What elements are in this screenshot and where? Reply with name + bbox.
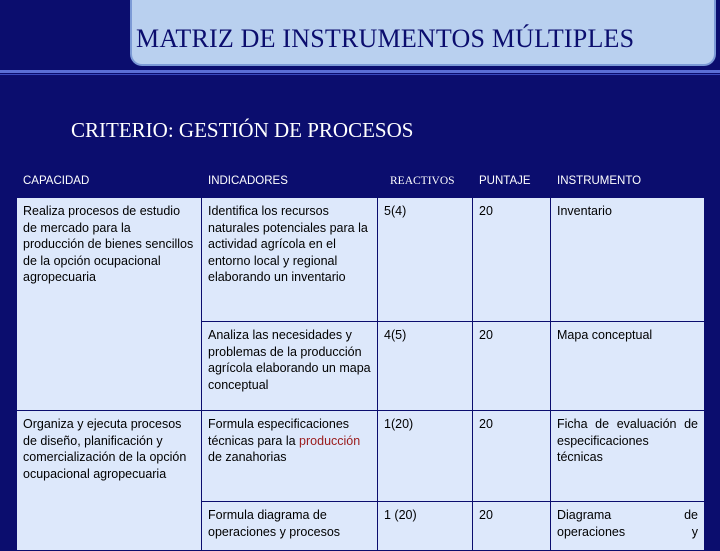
puntaje-cell: 20 (473, 502, 551, 551)
indicador-cell: Formula diagrama de operaciones y procesos (202, 502, 378, 551)
section-subtitle: CRITERIO: GESTIÓN DE PROCESOS (71, 118, 414, 142)
capacidad-cell: Realiza procesos de estudio de mercado para la producción de bienes sencillos de la opción ocupacional agropecuaria (17, 198, 202, 411)
instrumento-cell: Mapa conceptual (551, 322, 705, 411)
header-capacidad: CAPACIDAD (17, 164, 202, 198)
indicador-text: Formula especificaciones técnicas para la (208, 417, 350, 448)
puntaje-cell: 20 (473, 322, 551, 411)
header-instrumento: INSTRUMENTO (551, 164, 705, 198)
puntaje-cell: 20 (473, 198, 551, 322)
indicador-cell: Analiza las necesidades y problemas de la producción agrícola elaborando un mapa conceptual (202, 322, 378, 411)
page-title: MATRIZ DE INSTRUMENTOS MÚLTIPLES (136, 24, 635, 53)
indicador-cell: Identifica los recursos naturales potenciales para la actividad agrícola en el entorno local y regional elaborando un inventario (202, 198, 378, 322)
reactivos-cell: 1 (20) (378, 502, 473, 551)
capacidad-cell: Organiza y ejecuta procesos de diseño, planificación y comercialización de la opción ocupacional agropecuaria (17, 411, 202, 551)
instrumento-cell: Diagrama de operaciones y (551, 502, 705, 551)
reactivos-cell: 5(4) (378, 198, 473, 322)
puntaje-cell: 20 (473, 411, 551, 502)
divider-line (0, 70, 720, 73)
indicador-text-end: de zanahorias (208, 450, 287, 465)
header-reactivos: REACTIVOS (378, 164, 473, 198)
table-header-row (17, 164, 705, 198)
reactivos-cell: 4(5) (378, 322, 473, 411)
header-puntaje: PUNTAJE (473, 164, 551, 198)
instruments-matrix-table (16, 163, 705, 551)
indicador-cell (202, 411, 378, 502)
instrumento-cell: Inventario (551, 198, 705, 322)
table-row (17, 198, 705, 322)
indicador-highlight: producción (299, 433, 361, 448)
instrumento-cell: Ficha de evaluación de especificaciones técnicas (551, 411, 705, 502)
divider-line-thin (0, 74, 720, 75)
table-row (17, 411, 705, 502)
reactivos-cell: 1(20) (378, 411, 473, 502)
header-indicadores: INDICADORES (202, 164, 378, 198)
